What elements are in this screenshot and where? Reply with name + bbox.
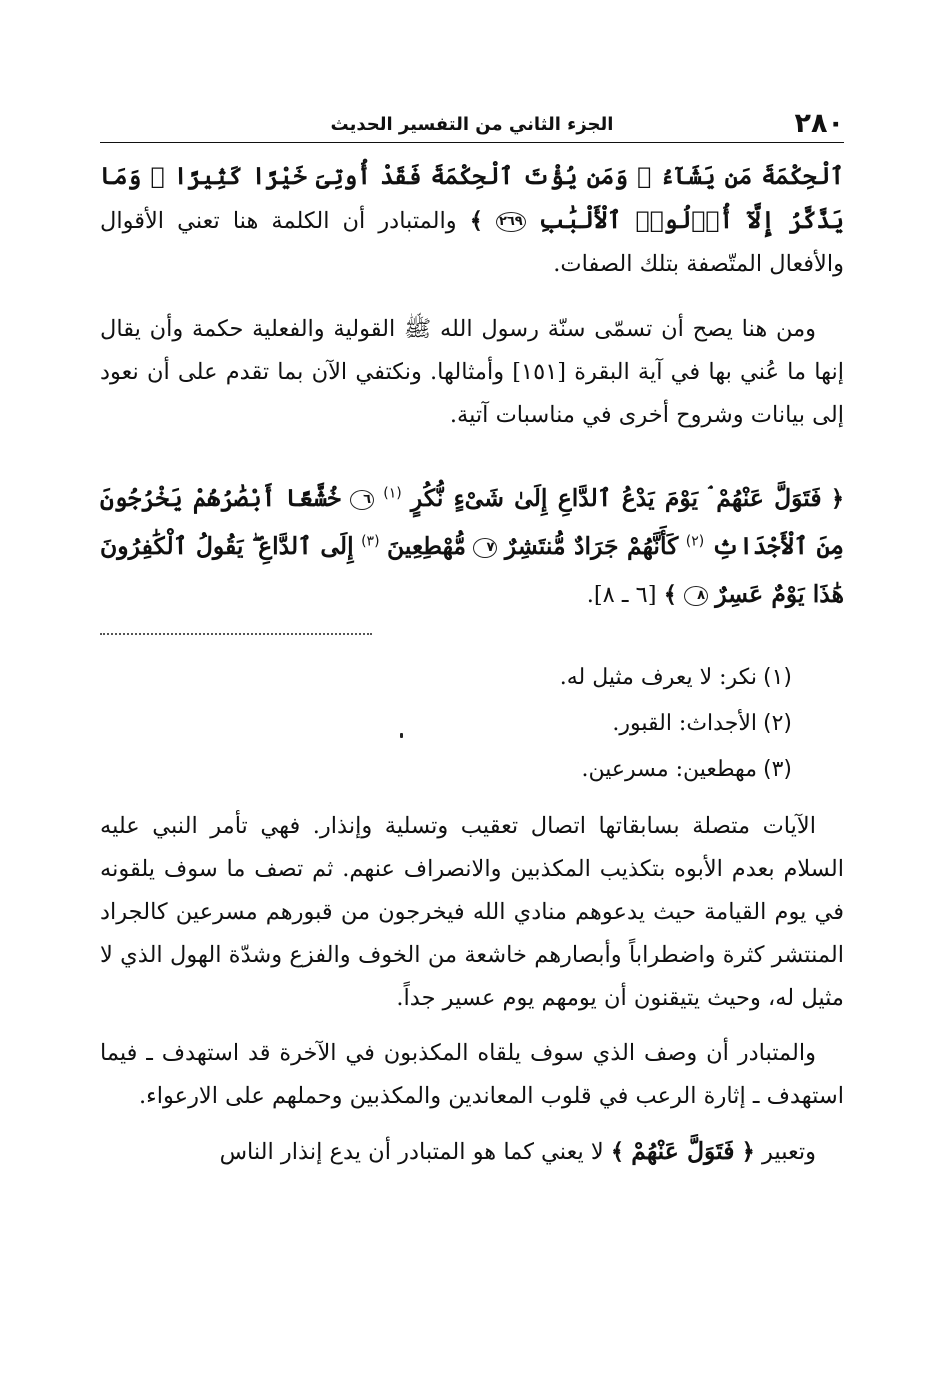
ayah-number-marker: ٦	[350, 490, 374, 510]
footnote-ref: (٢)	[685, 533, 705, 550]
quran-verse-quote: فَتَوَلَّ عَنْهُمْ	[631, 1137, 735, 1165]
page-header	[100, 100, 844, 143]
paragraph-verses	[100, 475, 844, 619]
paragraph-purpose: والمتبادر أن وصف الذي سوف يلقاه المكذبون في الآخرة قد استهدف ـ فيما استهدف ـ إثارة الرعب في قلوب المعاندين والمكذبين وحملهم على الارعواء.	[100, 1040, 844, 1109]
text-before-verse: وتعبير	[762, 1139, 816, 1165]
text-after-verse: لا يعني كما هو المتبادر أن يدع إنذار الناس	[219, 1139, 604, 1165]
paragraph-context: الآيات متصلة بسابقاتها اتصال تعقيب وتسلية وإنذار. فهي تأمر النبي عليه السلام بعدم الأبوه بتكذيب المكذبين والانصراف عنهم. ثم تصف ما سوف يلقونه في يوم القيامة حيث يدعوهم منادي الله فيخرجون من قبورهم مسرعين كالجراد المنتشر كثرة واضطراباً وأبصارهم خاشعة من الخوف والفزع وشدّة الهول الذي لا مثيل له، وحيث يتيقنون أن يومهم يوم عسير جداً.	[100, 813, 844, 1011]
paragraph-verse-269	[100, 155, 844, 286]
footnote-item	[100, 701, 792, 747]
footnotes	[100, 655, 844, 793]
footnote-item	[100, 747, 792, 793]
paragraph-expression	[100, 1130, 844, 1174]
footnote-text: الأجداث: القبور.	[612, 711, 757, 736]
footnote-ref: (١)	[383, 485, 402, 502]
running-title: الجزء الثاني من التفسير الحديث	[330, 114, 614, 135]
quran-verse-text: ٱلْحِكْمَةَ مَن يَشَآءُ ۚ وَمَن يُؤْتَ ٱلْحِكْمَةَ فَقَدْ أُوتِىَ خَيْرًا كَثِيرًا ۗ وَمَا يَذَّكَّرُ إِلَّآ أُو۟لُوا۟ ٱلْأَلْبَٰبِ	[100, 162, 845, 234]
quran-verse-part: كَأَنَّهُمْ جَرَادٌ مُّنتَشِرٌ	[504, 532, 679, 560]
verse-open-bracket: ﴿	[830, 486, 845, 512]
verse-range: [٦ ـ ٨].	[586, 582, 657, 608]
footnote-number: (٣)	[762, 757, 792, 782]
footnote-text: نكر: لا يعرف مثيل له.	[559, 665, 757, 690]
quran-verse-part: مُّهْطِعِينَ	[386, 532, 466, 560]
footnote-number: (٢)	[762, 711, 792, 736]
footnote-item	[100, 655, 792, 701]
quran-verse-part: خُشَّعًا أَبْصَٰرُهُمْ يَخْرُجُونَ مِنَ ٱلْأَجْدَاثِ	[100, 484, 845, 560]
ayah-number-marker: ٨	[684, 586, 708, 606]
quran-verse-part: إِلَى ٱلدَّاعِ ۖ يَقُولُ ٱلْكَٰفِرُونَ هَٰذَا يَوْمٌ عَسِرٌ	[100, 532, 844, 608]
verse-close-bracket: ﴾	[663, 582, 677, 608]
page-number: ٢٨٠	[794, 108, 844, 139]
verse-close-bracket: ﴾	[610, 1139, 625, 1165]
verse-close-bracket: ﴾	[469, 208, 483, 234]
footnote-number: (١)	[762, 665, 792, 690]
scan-speck	[400, 733, 403, 738]
commentary-text: والمتبادر أن الكلمة هنا تعني الأقوال والأفعال المتّصفة بتلك الصفات.	[100, 208, 844, 277]
footnote-text: مهطعين: مسرعين.	[581, 757, 757, 782]
paragraph-sunnah: ومن هنا يصح أن تسمّى سنّة رسول الله ﷺ القولية والفعلية حكمة وأن يقال إنها ما عُني بها في آية البقرة [١٥١] وأمثالها. ونكتفي الآن بما تقدم على أن نعود إلى بيانات وشروح أخرى في مناسبات آتية.	[100, 316, 845, 428]
footnote-separator	[100, 633, 372, 635]
quran-verse-part: فَتَوَلَّ عَنْهُمْ ۘ يَوْمَ يَدْعُ ٱلدَّاعِ إِلَىٰ شَىْءٍ نُّكُرٍ	[410, 484, 822, 512]
ayah-number-marker: ٧	[473, 538, 497, 558]
verse-open-bracket: ﴿	[741, 1139, 755, 1165]
footnote-ref: (٣)	[361, 533, 380, 550]
verse-block-6-8	[100, 475, 844, 619]
book-page	[100, 100, 844, 1174]
ayah-number-marker: ٢٦٩	[496, 212, 526, 232]
